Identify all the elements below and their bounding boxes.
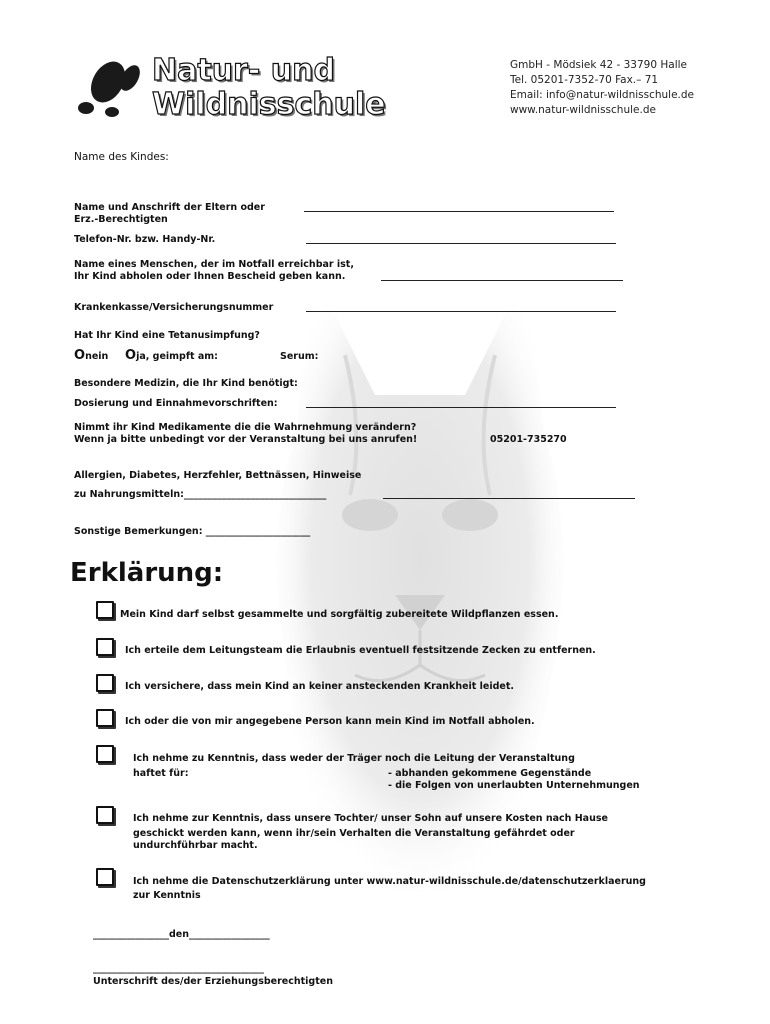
declaration-item-5-line3: - die Folgen von unerlaubten Unternehmungen xyxy=(388,780,640,791)
declaration-checkbox-3[interactable] xyxy=(96,674,114,692)
parents-label-line2: Erz.-Berechtigten xyxy=(74,214,168,225)
phone-label: Telefon-Nr. bzw. Handy-Nr. xyxy=(74,234,216,245)
declaration-item-5-line2: haftet für: xyxy=(133,768,189,779)
child-name-label: Name des Kindes: xyxy=(74,151,169,163)
logo-line-2: Wildnisschule xyxy=(152,87,386,122)
meds-question-line1: Nimmt ihr Kind Medikamente die die Wahrnehmung verändern? xyxy=(74,422,417,433)
declaration-item-4: Ich oder die von mir angegebene Person kann mein Kind im Notfall abholen. xyxy=(125,716,535,727)
allergies-input-line[interactable] xyxy=(383,498,635,499)
declaration-heading: Erklärung: xyxy=(70,558,224,588)
meds-phone-number: 05201-735270 xyxy=(490,434,567,445)
medicine-label: Besondere Medizin, die Ihr Kind benötigt: xyxy=(74,378,298,389)
declaration-item-5-line2b: - abhanden gekommene Gegenstände xyxy=(388,768,592,779)
meds-question-line2: Wenn ja bitte unbedingt vor der Veranstaltung bei uns anrufen! xyxy=(74,434,418,445)
tetanus-no-radio[interactable]: O xyxy=(74,348,86,363)
declaration-item-5-line1: Ich nehme zu Kenntnis, dass weder der Träger noch die Leitung der Veranstaltung xyxy=(133,753,575,764)
dosage-label: Dosierung und Einnahmevorschriften: xyxy=(74,398,278,409)
logo-line-1: Natur- und xyxy=(152,53,335,88)
emergency-label-line1: Name eines Menschen, der im Notfall erreichbar ist, xyxy=(74,259,354,270)
declaration-item-6-line1: Ich nehme zur Kenntnis, dass unsere Tochter/ unser Sohn auf unsere Kosten nach Hause xyxy=(133,813,608,824)
parents-label-line1: Name und Anschrift der Eltern oder xyxy=(74,202,265,213)
allergies-label-line1: Allergien, Diabetes, Herzfehler, Bettnässen, Hinweise xyxy=(74,470,362,481)
phone-input-line[interactable] xyxy=(306,243,616,244)
declaration-item-1: Mein Kind darf selbst gesammelte und sorgfältig zubereitete Wildpflanzen essen. xyxy=(120,609,559,620)
contact-address: GmbH - Mödsiek 42 - 33790 Halle xyxy=(510,59,687,71)
declaration-checkbox-6[interactable] xyxy=(96,806,114,824)
contact-block xyxy=(510,58,694,118)
insurance-input-line[interactable] xyxy=(306,311,616,312)
tetanus-yes-label: ja, geimpft am: xyxy=(136,351,218,362)
paw-print-logo-icon xyxy=(72,56,154,120)
contact-website: www.natur-wildnisschule.de xyxy=(510,104,656,116)
declaration-checkbox-2[interactable] xyxy=(96,638,114,656)
tetanus-yes-radio[interactable]: O xyxy=(125,348,137,363)
signature-line[interactable]: ____________________________________ xyxy=(93,963,264,974)
allergies-label-line2: zu Nahrungsmitteln:______________________________ xyxy=(74,489,327,500)
declaration-item-6-line3: undurchführbar macht. xyxy=(133,840,258,851)
parents-input-line[interactable] xyxy=(304,211,614,212)
signature-label: Unterschrift des/der Erziehungsberechtigten xyxy=(93,976,333,987)
declaration-item-7-line2: zur Kenntnis xyxy=(133,890,201,901)
emergency-label-line2: Ihr Kind abholen oder Ihnen Bescheid geben kann. xyxy=(74,271,346,282)
contact-phone: Tel. 05201-7352-70 Fax.– 71 xyxy=(510,74,659,86)
serum-label: Serum: xyxy=(280,351,319,362)
declaration-item-6-line2: geschickt werden kann, wenn ihr/sein Verhalten die Veranstaltung gefährdet oder xyxy=(133,828,575,839)
declaration-checkbox-7[interactable] xyxy=(96,868,114,886)
tetanus-no-label: nein xyxy=(85,351,109,362)
dosage-input-line[interactable] xyxy=(306,407,616,408)
tetanus-no-option[interactable] xyxy=(74,349,108,363)
date-place-line[interactable]: ________________den_________________ xyxy=(93,929,270,940)
insurance-label: Krankenkasse/Versicherungsnummer xyxy=(74,302,274,313)
remarks-label: Sonstige Bemerkungen: ______________________ xyxy=(74,526,311,537)
declaration-checkbox-1[interactable] xyxy=(96,601,114,619)
declaration-checkbox-5[interactable] xyxy=(96,745,114,763)
tetanus-question: Hat Ihr Kind eine Tetanusimpfung? xyxy=(74,330,260,341)
declaration-item-2: Ich erteile dem Leitungsteam die Erlaubnis eventuell festsitzende Zecken zu entfernen. xyxy=(125,645,596,656)
contact-email: Email: info@natur-wildnisschule.de xyxy=(510,89,695,101)
declaration-item-3: Ich versichere, dass mein Kind an keiner ansteckenden Krankheit leidet. xyxy=(125,681,515,692)
declaration-checkbox-4[interactable] xyxy=(96,709,114,727)
emergency-input-line[interactable] xyxy=(381,280,623,281)
tetanus-yes-option[interactable] xyxy=(125,349,218,363)
declaration-item-7-line1: Ich nehme die Datenschutzerklärung unter www.natur-wildnisschule.de/datenschutzerklaerung xyxy=(133,876,646,887)
